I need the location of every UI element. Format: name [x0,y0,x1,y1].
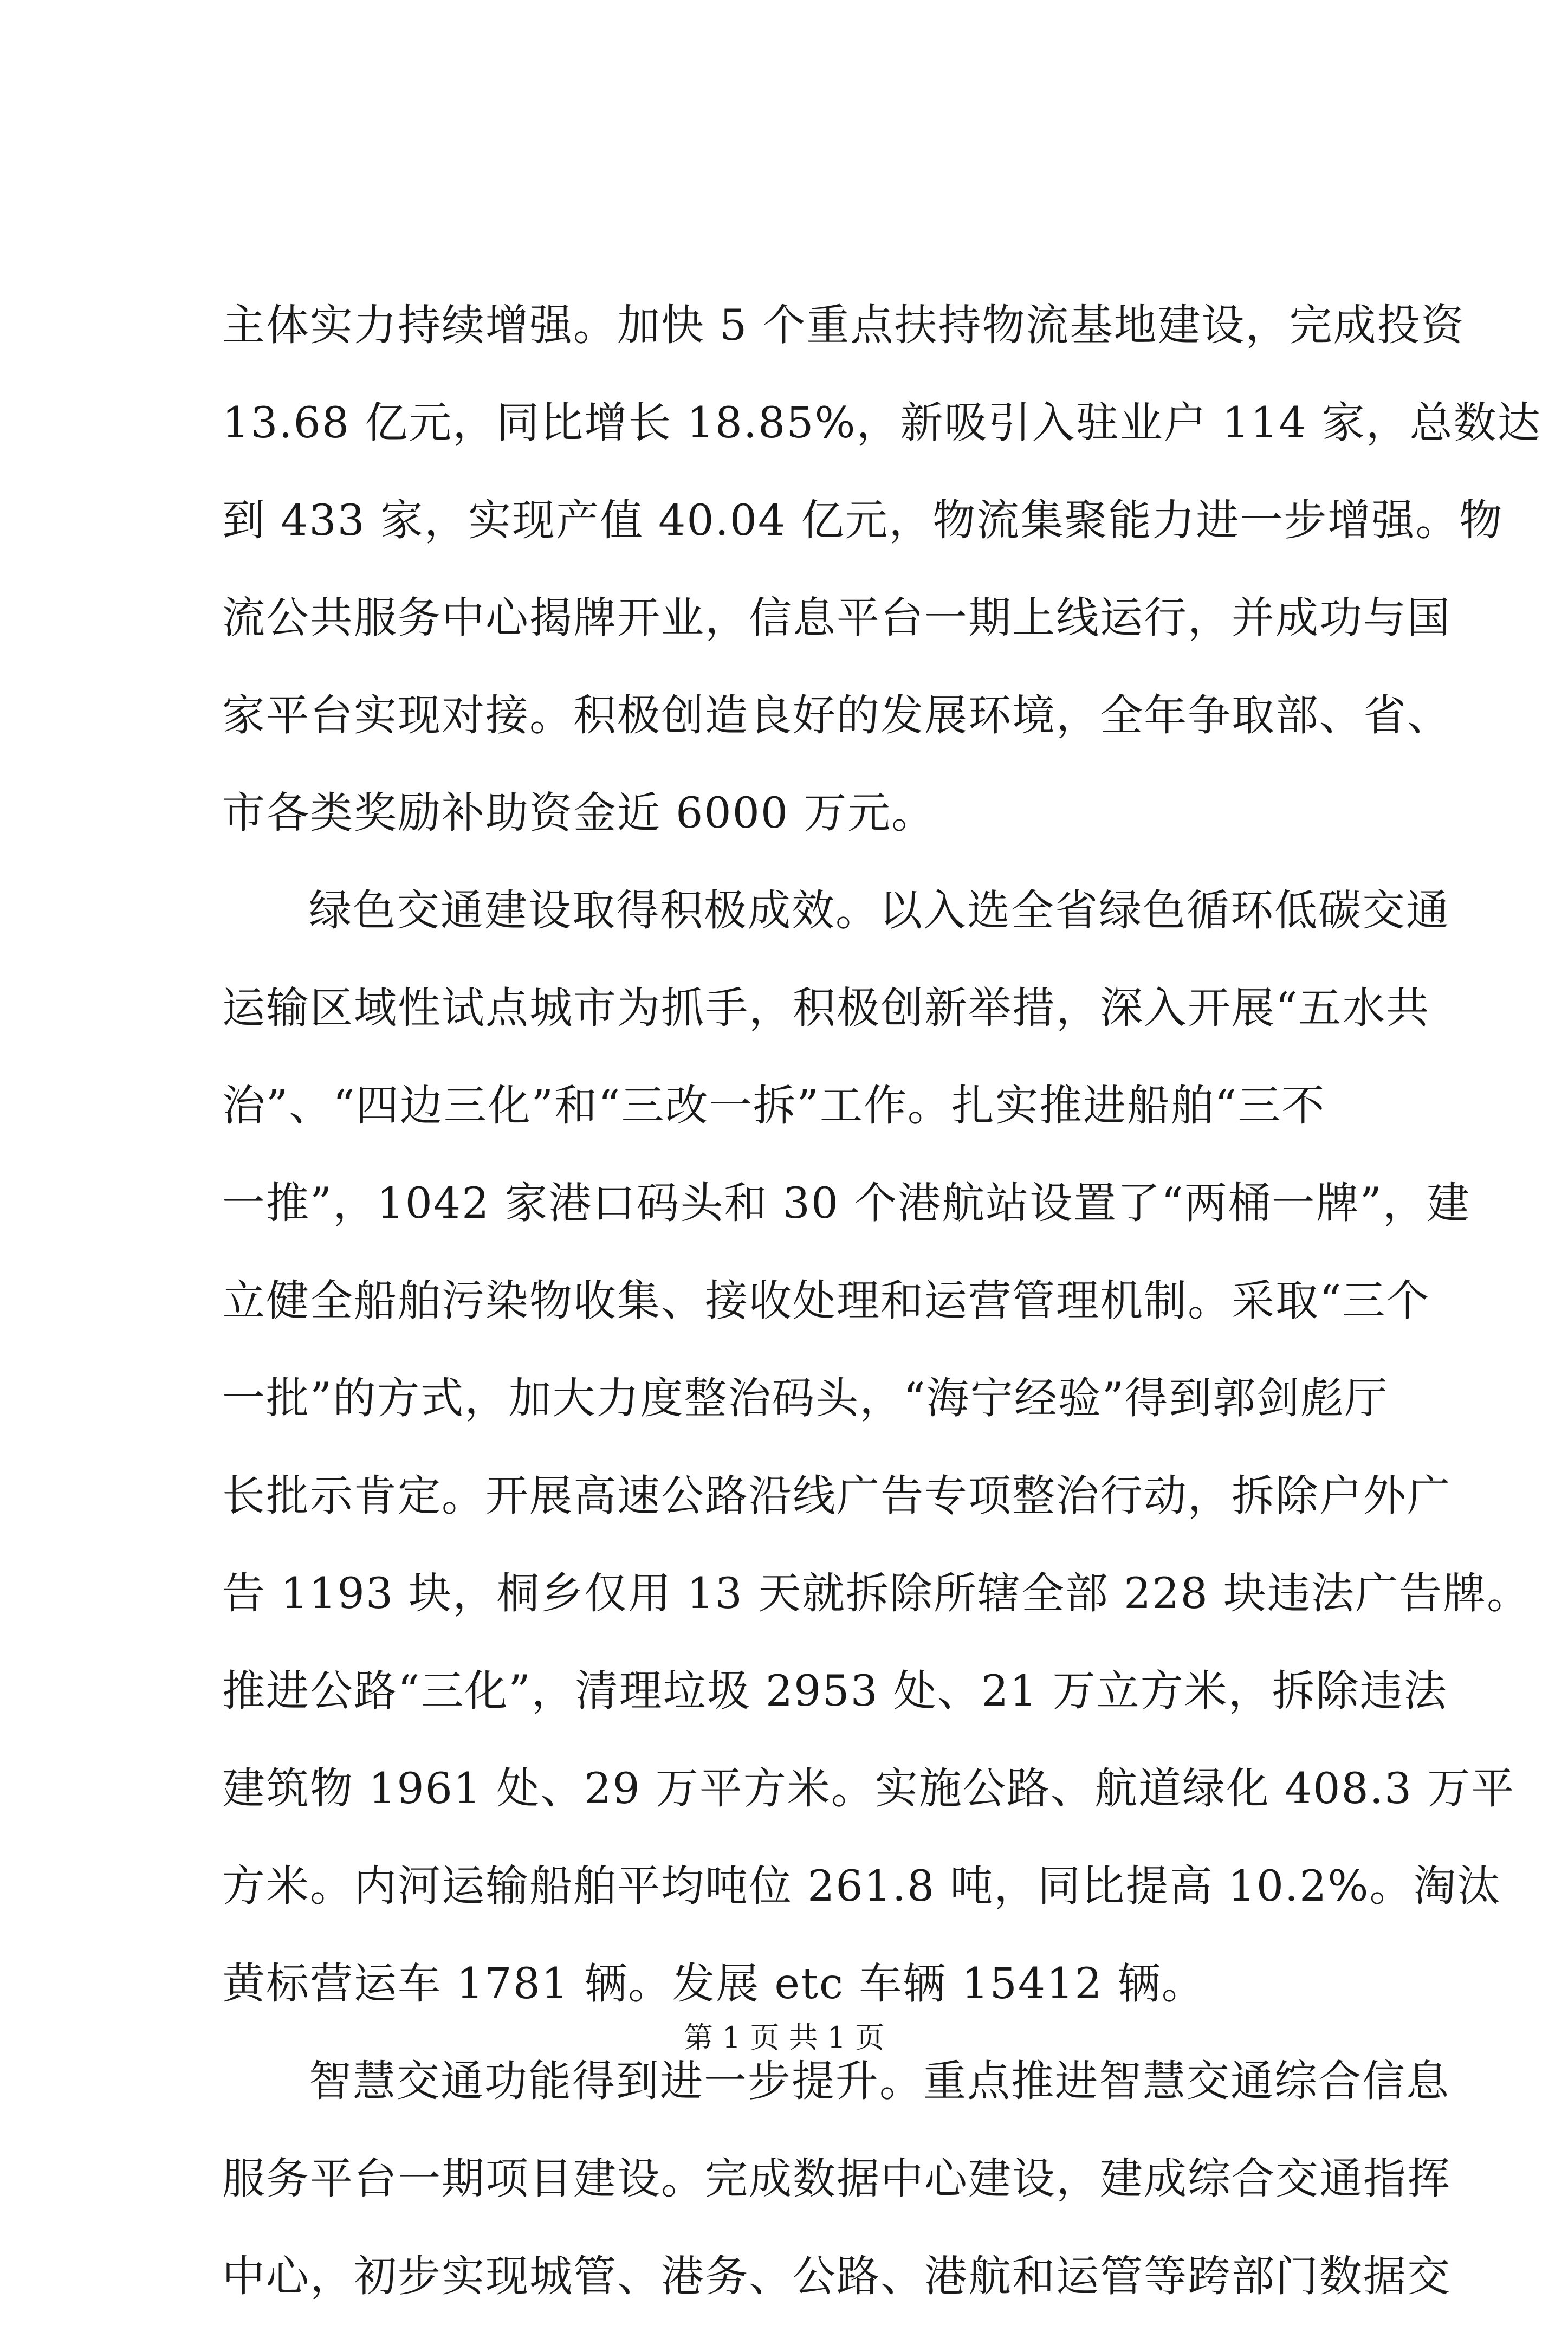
text-line: 流公共服务中心揭牌开业，信息平台一期上线运行，并成功与国 [222,593,1451,643]
text-line: 一推”，1042 家港口码头和 30 个港航站设置了“两桶一牌”，建 [222,1178,1471,1228]
text-line: 到 433 家，实现产值 40.04 亿元，物流集聚能力进一步增强。物 [222,495,1504,545]
text-line: 告 1193 块，桐乡仅用 13 天就拆除所辖全部 228 块违法广告牌。 [222,1568,1531,1618]
text-line: 立健全船舶污染物收集、接收处理和运营管理机制。采取“三个 [222,1276,1430,1326]
text-line: 长批示肯定。开展高速公路沿线广告专项整治行动，拆除户外广 [222,1471,1451,1521]
text-line: 运输区域性试点城市为抓手，积极创新举措，深入开展“五水共 [222,983,1430,1033]
paragraph-smart-transport [222,2032,1451,2325]
text-line: 黄标营运车 1781 辆。发展 etc 车辆 15412 辆。 [222,1959,1206,2008]
text-line: 13.68 亿元，同比增长 18.85%，新吸引入驻业户 114 家，总数达 [222,398,1541,448]
text-line: 家平台实现对接。积极创造良好的发展环境，全年争取部、省、 [222,690,1451,740]
page-number-footer: 第 1 页 共 1 页 [683,2020,885,2055]
text-line: 绿色交通建设取得积极成效。以入选全省绿色循环低碳交通 [309,886,1450,935]
text-line: 推进公路“三化”，清理垃圾 2953 处、21 万立方米，拆除违法 [222,1666,1448,1716]
text-line: 建筑物 1961 处、29 万平方米。实施公路、航道绿化 408.3 万平 [222,1764,1515,1813]
text-line: 主体实力持续增强。加快 5 个重点扶持物流基地建设，完成投资 [222,300,1465,350]
text-line: 市各类奖励补助资金近 6000 万元。 [222,788,936,838]
text-line: 服务平台一期项目建设。完成数据中心建设，建成综合交通指挥 [222,2154,1451,2204]
text-line: 中心，初步实现城管、港务、公路、港航和运管等跨部门数据交 [222,2251,1451,2301]
text-line: 智慧交通功能得到进一步提升。重点推进智慧交通综合信息 [309,2056,1450,2106]
paragraph-logistics [222,276,1541,862]
paragraph-green-transport [222,862,1531,2032]
text-line: 一批”的方式，加大力度整治码头，“海宁经验”得到郭剑彪厅 [222,1373,1389,1423]
text-line: 方米。内河运输船舶平均吨位 261.8 吨，同比提高 10.2%。淘汰 [222,1861,1501,1911]
text-line: 治”、“四边三化”和“三改一拆”工作。扎实推进船舶“三不 [222,1081,1326,1131]
